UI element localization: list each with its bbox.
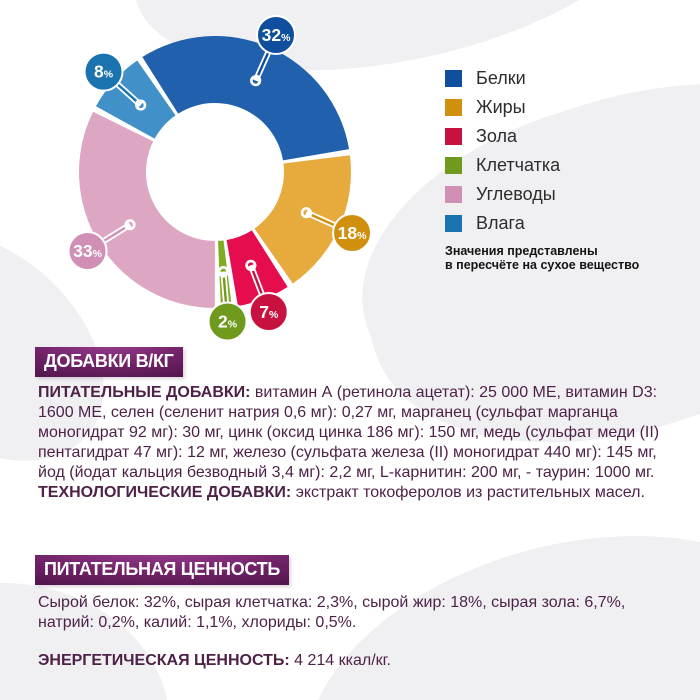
nutrition-section-title: ПИТАТЕЛЬНАЯ ЦЕННОСТЬ — [35, 555, 289, 585]
donut-segment-4 — [79, 112, 215, 308]
legend-item-fats — [445, 98, 560, 116]
legend-swatch — [445, 70, 462, 87]
technological-additives-label: ТЕХНОЛОГИЧЕСКИЕ ДОБАВКИ: — [38, 484, 292, 501]
nutritional-additives-label: ПИТАТЕЛЬНЫЕ ДОБАВКИ: — [38, 384, 251, 401]
legend-swatch — [445, 99, 462, 116]
value-bubble-label: 8% — [93, 61, 114, 82]
value-bubble-label: 18% — [337, 223, 367, 244]
legend-item-moisture — [445, 214, 560, 232]
energy-value: 4 214 ккал/кг. — [294, 652, 391, 669]
legend-label: Влага — [476, 212, 525, 233]
legend-item-proteins — [445, 69, 560, 87]
value-bubble-label: 32% — [261, 24, 291, 45]
legend-swatch — [445, 186, 462, 203]
chart-legend — [445, 69, 560, 232]
legend-label: Белки — [476, 67, 526, 88]
nutrition-values-text: Сырой белок: 32%, сырая клетчатка: 2,3%, сырой жир: 18%, сырая зола: 6,7%, натрий: 0,2%, калий: 1,1%, хлориды: 0,5%. — [38, 594, 626, 631]
legend-item-carbs — [445, 185, 560, 203]
nutrient-donut-chart — [35, 5, 415, 350]
legend-swatch — [445, 157, 462, 174]
additives-text — [38, 383, 670, 503]
additives-section-title: ДОБАВКИ В/КГ — [35, 347, 183, 377]
technological-additives-line — [38, 483, 670, 503]
nutritional-additives-value: витамин А (ретинола ацетат): 25 000 МЕ, витамин D3: 1600 МЕ, селен (селенит натрия 0,6 мг): 0,27 мг, марганец (сульфат марганца моногидрат 92 мг): 30 мг, цинк (оксид цинка 186 мг): 150 мг, медь (сульфат меди (II) пентагидрат 47 мг): 12 мг, железо (сульфата железа (II) моногидрат 440 мг): 145 мг, йод (йодат кальция безводный 3,4 мг): 2,2 мг, L-карнитин: 200 мг, - таурин: 1000 мг. — [38, 384, 660, 481]
note-line: в пересчёте на сухое вещество — [445, 257, 640, 272]
legend-item-ash — [445, 127, 560, 145]
legend-item-fiber — [445, 156, 560, 174]
legend-swatch — [445, 215, 462, 232]
legend-label: Зола — [476, 125, 518, 146]
energy-value-line — [38, 651, 391, 671]
nutritional-additives-line — [38, 384, 659, 481]
note-line: Значения представлены — [445, 244, 598, 258]
legend-label: Углеводы — [476, 183, 556, 204]
legend-swatch — [445, 128, 462, 145]
value-bubble-label: 33% — [73, 241, 102, 262]
value-bubble-label: 7% — [259, 302, 279, 323]
dry-matter-note — [445, 245, 639, 272]
donut-segment-0 — [142, 36, 349, 160]
energy-label: ЭНЕРГЕТИЧЕСКАЯ ЦЕННОСТЬ: — [38, 652, 290, 669]
value-bubble-label: 2% — [218, 311, 238, 332]
legend-label: Клетчатка — [476, 154, 561, 175]
technological-additives-value: экстракт токоферолов из растительных масел. — [295, 484, 645, 501]
legend-label: Жиры — [476, 96, 526, 117]
